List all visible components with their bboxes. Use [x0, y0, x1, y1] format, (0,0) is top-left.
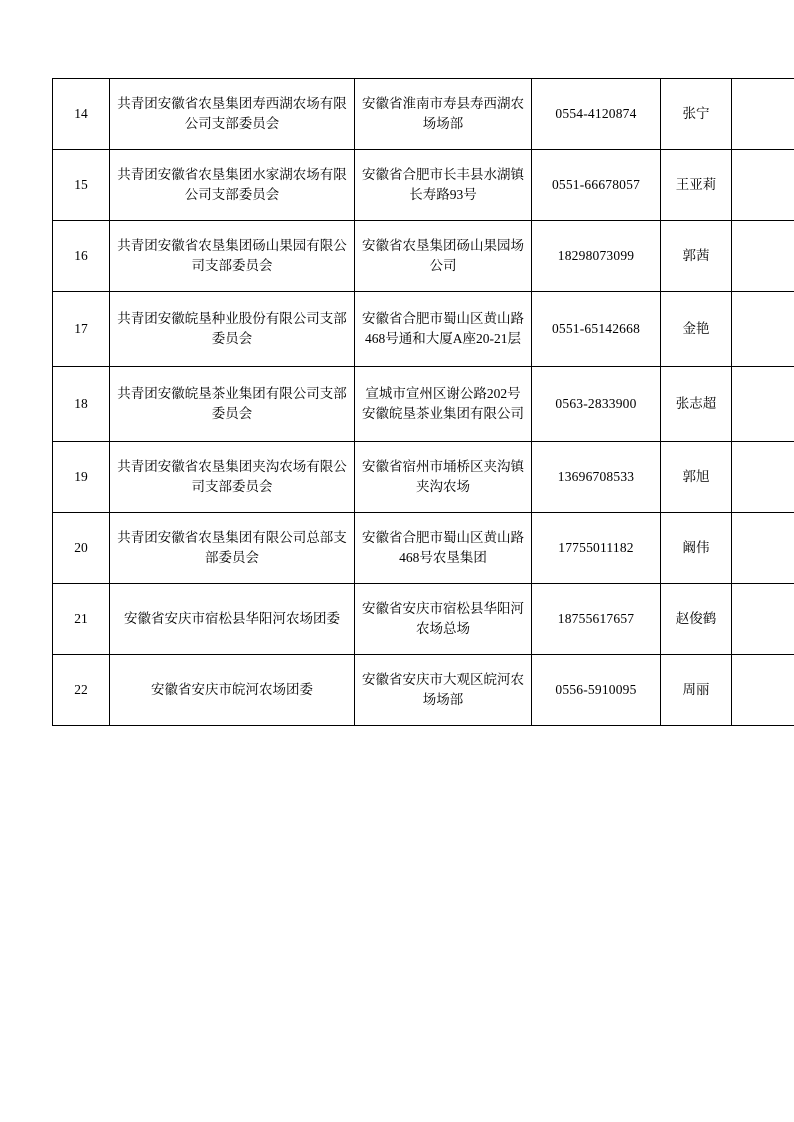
organization-name: 安徽省安庆市皖河农场团委: [110, 655, 355, 726]
organization-address: 宣城市宣州区谢公路202号安徽皖垦茶业集团有限公司: [355, 367, 532, 442]
contact-person: 周丽: [661, 655, 732, 726]
row-number: 15: [53, 150, 110, 221]
contact-phone: 0551-66678057: [532, 150, 661, 221]
organization-name: 共青团安徽省农垦集团夹沟农场有限公司支部委员会: [110, 442, 355, 513]
row-number: 20: [53, 513, 110, 584]
organization-name: 共青团安徽省农垦集团有限公司总部支部委员会: [110, 513, 355, 584]
contact-person: 张志超: [661, 367, 732, 442]
table-row: [53, 584, 794, 655]
contact-person: 王亚莉: [661, 150, 732, 221]
organization-name: 安徽省安庆市宿松县华阳河农场团委: [110, 584, 355, 655]
remark-cell: [732, 150, 794, 221]
table-row: [53, 292, 794, 367]
contact-phone: 17755011182: [532, 513, 661, 584]
table-row: [53, 221, 794, 292]
table-row: [53, 367, 794, 442]
row-number: 19: [53, 442, 110, 513]
contact-person: 张宁: [661, 79, 732, 150]
organization-name: 共青团安徽皖垦种业股份有限公司支部委员会: [110, 292, 355, 367]
table-row: [53, 150, 794, 221]
contact-phone: 0554-4120874: [532, 79, 661, 150]
organization-address: 安徽省合肥市蜀山区黄山路468号通和大厦A座20-21层: [355, 292, 532, 367]
contact-phone: 0556-5910095: [532, 655, 661, 726]
contact-phone: 18298073099: [532, 221, 661, 292]
organization-address: 安徽省宿州市埇桥区夹沟镇夹沟农场: [355, 442, 532, 513]
remark-cell: [732, 292, 794, 367]
contact-person: 郭旭: [661, 442, 732, 513]
contact-phone: 0563-2833900: [532, 367, 661, 442]
remark-cell: [732, 584, 794, 655]
row-number: 22: [53, 655, 110, 726]
table-row: [53, 79, 794, 150]
remark-cell: [732, 221, 794, 292]
remark-cell: [732, 367, 794, 442]
remark-cell: [732, 79, 794, 150]
organization-address: 安徽省淮南市寿县寿西湖农场场部: [355, 79, 532, 150]
remark-cell: [732, 513, 794, 584]
table-row: [53, 513, 794, 584]
row-number: 21: [53, 584, 110, 655]
table-body: [53, 79, 794, 726]
remark-cell: [732, 655, 794, 726]
contact-person: 赵俊鹤: [661, 584, 732, 655]
organization-address: 安徽省安庆市宿松县华阳河农场总场: [355, 584, 532, 655]
row-number: 17: [53, 292, 110, 367]
contact-phone: 0551-65142668: [532, 292, 661, 367]
row-number: 18: [53, 367, 110, 442]
organization-name: 共青团安徽省农垦集团水家湖农场有限公司支部委员会: [110, 150, 355, 221]
remark-cell: [732, 442, 794, 513]
organization-roster-table: [52, 78, 794, 726]
organization-name: 共青团安徽皖垦茶业集团有限公司支部委员会: [110, 367, 355, 442]
organization-name: 共青团安徽省农垦集团寿西湖农场有限公司支部委员会: [110, 79, 355, 150]
organization-address: 安徽省农垦集团砀山果园场公司: [355, 221, 532, 292]
organization-address: 安徽省合肥市长丰县水湖镇长寿路93号: [355, 150, 532, 221]
row-number: 16: [53, 221, 110, 292]
contact-phone: 13696708533: [532, 442, 661, 513]
contact-person: 阚伟: [661, 513, 732, 584]
contact-person: 郭茜: [661, 221, 732, 292]
contact-phone: 18755617657: [532, 584, 661, 655]
row-number: 14: [53, 79, 110, 150]
table-row: [53, 442, 794, 513]
organization-address: 安徽省安庆市大观区皖河农场场部: [355, 655, 532, 726]
contact-person: 金艳: [661, 292, 732, 367]
organization-name: 共青团安徽省农垦集团砀山果园有限公司支部委员会: [110, 221, 355, 292]
table-row: [53, 655, 794, 726]
organization-address: 安徽省合肥市蜀山区黄山路468号农垦集团: [355, 513, 532, 584]
